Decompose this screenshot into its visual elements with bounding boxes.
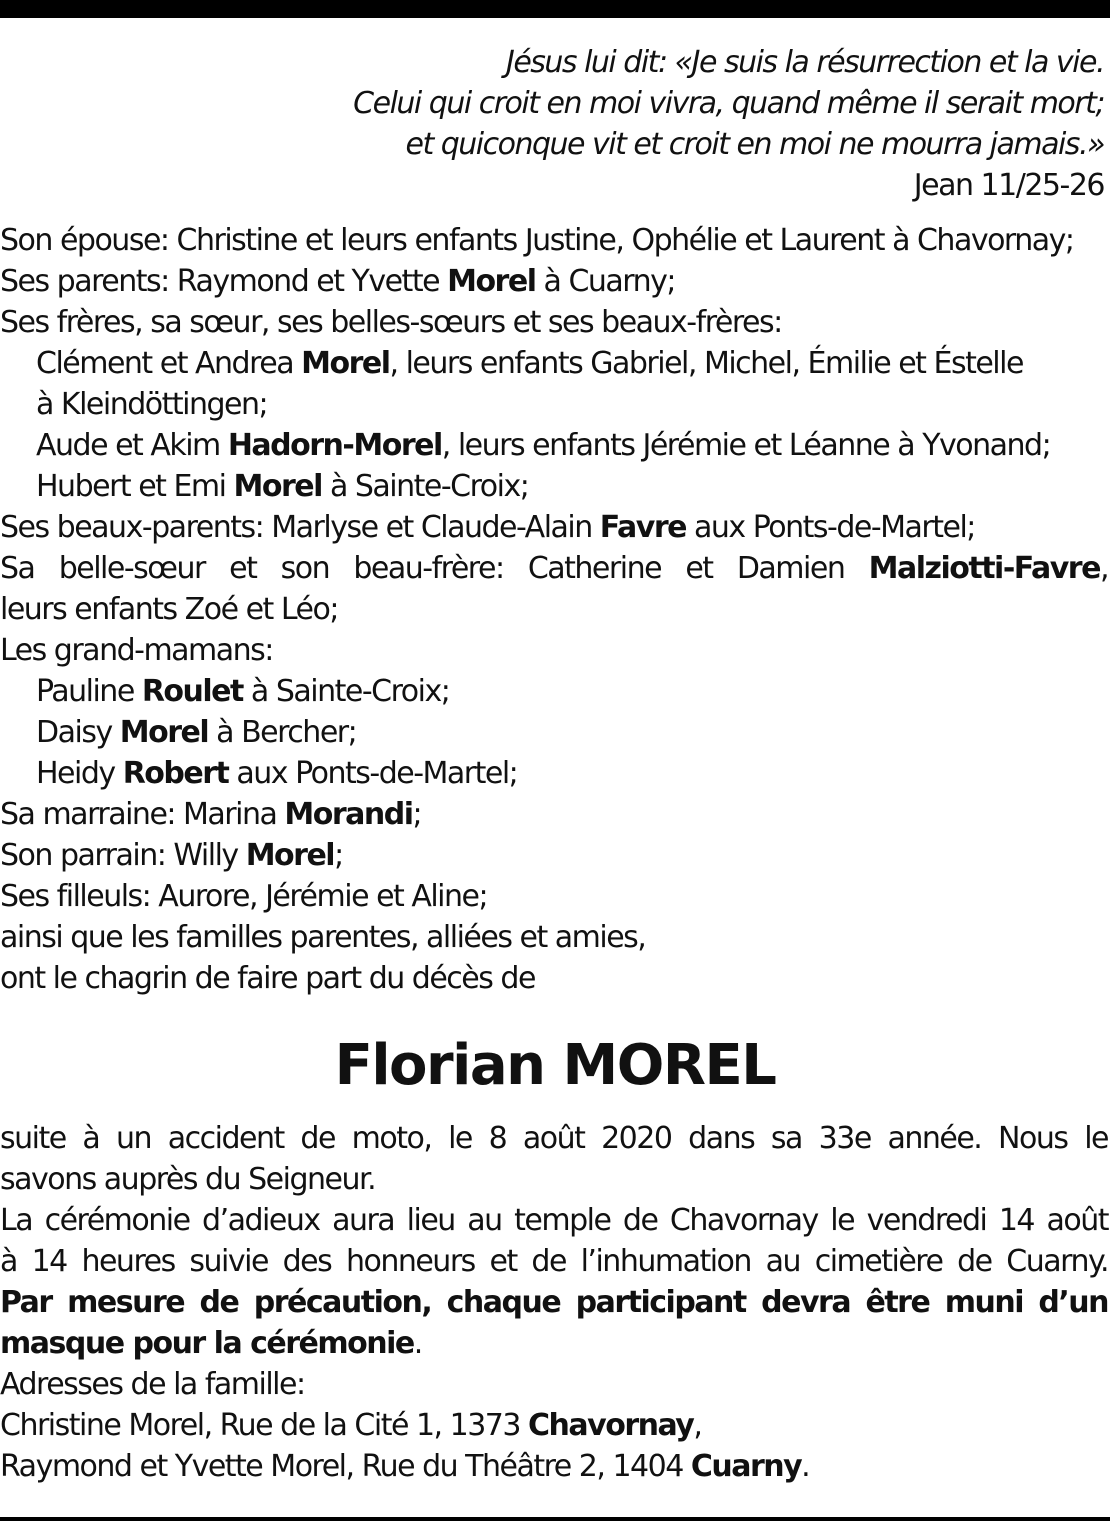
family-line: ont le chagrin de faire part du décès de (0, 961, 535, 996)
family-line: Daisy Morel à Bercher; (36, 715, 357, 750)
family-line: Sa marraine: Marina Morandi; (0, 797, 422, 832)
bottom-rule (0, 1517, 1110, 1521)
family-line: ainsi que les familles parentes, alliées et amies, (0, 920, 646, 955)
family-line: Hubert et Emi Morel à Sainte-Croix; (36, 469, 529, 504)
family-line: Les grand-mamans: (0, 633, 273, 668)
quote-line-1: Jésus lui dit: «Je suis la résurrection et la vie. (505, 45, 1104, 80)
announcement-line: Par mesure de précaution, chaque participant devra être muni d’un (0, 1285, 1108, 1320)
quote-line-2: Celui qui croit en moi vivra, quand même il serait mort; (353, 86, 1104, 121)
announcement-line: savons auprès du Seigneur. (0, 1162, 376, 1197)
quote-reference: Jean 11/25-26 (913, 168, 1104, 203)
announcement (0, 1118, 1108, 1487)
family-line: à Kleindöttingen; (36, 387, 268, 422)
family-line: Son parrain: Willy Morel; (0, 838, 343, 873)
family-line: Clément et Andrea Morel, leurs enfants Gabriel, Michel, Émilie et Éstelle (36, 346, 1023, 381)
bible-quote (0, 42, 1104, 206)
family-line: Ses beaux-parents: Marlyse et Claude-Alain Favre aux Ponts-de-Martel; (0, 510, 975, 545)
address-line: Christine Morel, Rue de la Cité 1, 1373 Chavornay, (0, 1408, 702, 1443)
family-line: Heidy Robert aux Ponts-de-Martel; (36, 756, 518, 791)
family-line: Ses parents: Raymond et Yvette Morel à Cuarny; (0, 264, 675, 299)
announcement-line: suite à un accident de moto, le 8 août 2020 dans sa 33e année. Nous le (0, 1121, 1108, 1156)
family-line: Sa belle-sœur et son beau-frère: Catherine et Damien Malziotti-Favre, (0, 551, 1108, 586)
deceased-name: Florian MOREL (334, 1033, 776, 1098)
announcement-line: masque pour la cérémonie. (0, 1326, 422, 1361)
family-line: Aude et Akim Hadorn-Morel, leurs enfants Jérémie et Léanne à Yvonand; (36, 428, 1051, 463)
announcement-line: La cérémonie d’adieux aura lieu au temple de Chavornay le vendredi 14 août (0, 1203, 1108, 1238)
address-line: Raymond et Yvette Morel, Rue du Théâtre 2, 1404 Cuarny. (0, 1449, 810, 1484)
family-line: Pauline Roulet à Sainte-Croix; (36, 674, 450, 709)
family-line: leurs enfants Zoé et Léo; (0, 592, 338, 627)
family-line: Ses frères, sa sœur, ses belles-sœurs et ses beaux-frères: (0, 305, 782, 340)
family-list (0, 220, 1108, 999)
address-title: Adresses de la famille: (0, 1367, 305, 1402)
quote-line-3: et quiconque vit et croit en moi ne mourra jamais.» (405, 127, 1104, 162)
family-line: Ses filleuls: Aurore, Jérémie et Aline; (0, 879, 488, 914)
announcement-line: à 14 heures suivie des honneurs et de l’inhumation au cimetière de Cuarny. (0, 1244, 1108, 1279)
family-line: Son épouse: Christine et leurs enfants Justine, Ophélie et Laurent à Chavornay; (0, 223, 1074, 258)
top-rule (0, 0, 1110, 18)
